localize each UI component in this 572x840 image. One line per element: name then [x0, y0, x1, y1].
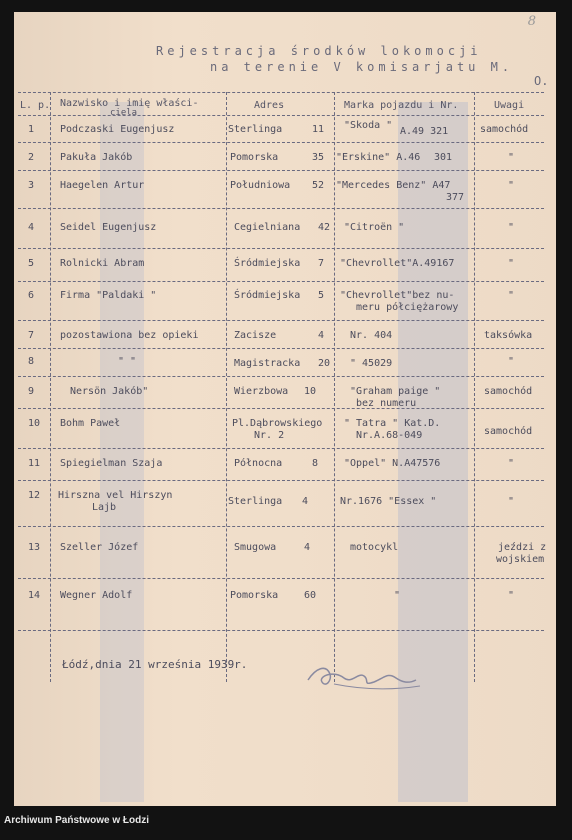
row-remarks: " — [508, 290, 515, 301]
row-make-number: A.49 321 — [400, 126, 449, 137]
page-number: 8 — [527, 14, 536, 29]
table-rule — [18, 526, 544, 527]
row-address-number: 4 — [302, 496, 309, 507]
document-title: Rejestracja środków lokomocji — [156, 44, 482, 58]
document-date: Łódź,dnia 21 września 1939r. — [62, 658, 248, 671]
header-remarks: Uwagi — [494, 100, 525, 111]
row-address-number: 52 — [312, 180, 325, 191]
header-name-cont: ciela — [110, 108, 138, 118]
row-address: Północna — [234, 458, 283, 469]
row-remarks: " — [508, 356, 515, 367]
table-column-rule — [334, 92, 335, 682]
row-address: Smugowa — [234, 542, 277, 553]
table-rule — [18, 248, 544, 249]
table-rule — [18, 408, 544, 409]
row-lp: 2 — [28, 152, 35, 163]
row-make-detail: meru półciężarowy — [356, 302, 459, 313]
row-name: Pakuła Jakób — [60, 152, 133, 163]
row-remarks: " — [508, 590, 515, 601]
row-make: Nr.1676 "Essex " — [340, 496, 437, 507]
row-address: Śródmiejska — [234, 290, 301, 301]
table-rule — [18, 578, 544, 579]
archive-label: Archiwum Państwowe w Łodzi — [4, 815, 150, 826]
row-lp: 12 — [28, 490, 41, 501]
row-make: motocykl — [350, 542, 399, 553]
table-rule — [18, 480, 544, 481]
row-address: Cegielniana — [234, 222, 301, 233]
row-make: "Chevrollet"bez nu- — [340, 290, 455, 301]
row-remarks: " — [508, 152, 515, 163]
table-rule — [18, 92, 544, 93]
header-make: Marka pojazdu i Nr. — [344, 100, 459, 111]
row-make-number: 377 — [446, 192, 465, 203]
row-address: Śródmiejska — [234, 258, 301, 269]
row-lp: 13 — [28, 542, 41, 553]
row-make: " Tatra " Kat.D. — [344, 418, 441, 429]
row-remarks: samochód — [484, 426, 533, 437]
row-address-number: 20 — [318, 358, 331, 369]
table-rule — [18, 281, 544, 282]
header-lp: L. p. — [20, 100, 51, 111]
row-make: "Citroën " — [344, 222, 405, 233]
row-address-number: 35 — [312, 152, 325, 163]
row-lp: 5 — [28, 258, 35, 269]
row-name: Szeller Józef — [60, 542, 139, 553]
row-address-number: 4 — [318, 330, 325, 341]
row-address: Pomorska — [230, 152, 279, 163]
row-address: Zacisze — [234, 330, 277, 341]
row-lp: 4 — [28, 222, 35, 233]
row-address-number: 8 — [312, 458, 319, 469]
row-address-number: 5 — [318, 290, 325, 301]
row-address-number: 7 — [318, 258, 325, 269]
document-subtitle: na terenie V komisarjatu M. — [210, 60, 514, 74]
row-make-detail: Nr.A.68-049 — [356, 430, 423, 441]
row-make: " 45029 — [350, 358, 393, 369]
row-name-cont: Lajb — [92, 502, 117, 513]
row-remarks: samochód — [484, 386, 533, 397]
row-name: Bohm Paweł — [60, 418, 121, 429]
row-name: Spiegielman Szaja — [60, 458, 163, 469]
ink-bleed-stripe — [100, 102, 144, 802]
row-make-number: 301 — [434, 152, 453, 163]
row-address: Pomorska — [230, 590, 279, 601]
row-lp: 10 — [28, 418, 41, 429]
row-remarks: " — [508, 496, 515, 507]
row-lp: 11 — [28, 458, 41, 469]
row-address-number: 42 — [318, 222, 331, 233]
row-lp: 7 — [28, 330, 35, 341]
row-name: Nersön Jakób" — [70, 386, 149, 397]
row-lp: 9 — [28, 386, 35, 397]
row-make: Nr. 404 — [350, 330, 393, 341]
row-make: "Mercedes Benz" A47 — [336, 180, 451, 191]
row-remarks-cont: wojskiem — [496, 554, 545, 565]
table-rule — [18, 115, 544, 116]
row-name: Firma "Paldaki " — [60, 290, 157, 301]
row-name: " " — [118, 356, 137, 367]
row-name: Seidel Eugenjusz — [60, 222, 157, 233]
row-address-number: 11 — [312, 124, 325, 135]
row-make: "Chevrollet"A.49167 — [340, 258, 455, 269]
signature-image — [304, 660, 424, 696]
table-column-rule — [226, 92, 227, 682]
row-make-detail: bez numeru — [356, 398, 417, 409]
table-column-rule — [50, 92, 51, 682]
table-rule — [18, 348, 544, 349]
table-rule — [18, 630, 544, 631]
row-address: Sterlinga — [228, 124, 283, 135]
row-address: Wierzbowa — [234, 386, 289, 397]
row-remarks: " — [508, 180, 515, 191]
row-name: Podczaski Eugenjusz — [60, 124, 175, 135]
row-make: "Erskine" A.46 — [336, 152, 421, 163]
row-address: Magistracka — [234, 358, 301, 369]
row-name: Wegner Adolf — [60, 590, 133, 601]
row-name: pozostawiona bez opieki — [60, 330, 199, 341]
table-rule — [18, 320, 544, 321]
row-remarks: " — [508, 458, 515, 469]
row-make: " — [394, 590, 401, 601]
row-remarks: jeździ z — [498, 542, 547, 553]
table-rule — [18, 142, 544, 143]
ink-bleed-stripe — [398, 102, 468, 802]
row-address: Pl.Dąbrowskiego — [232, 418, 323, 429]
row-address-number: 10 — [304, 386, 317, 397]
row-address-number: 4 — [304, 542, 311, 553]
row-address-number: 60 — [304, 590, 317, 601]
row-address: Sterlinga — [228, 496, 283, 507]
row-address: Południowa — [230, 180, 291, 191]
row-lp: 14 — [28, 590, 41, 601]
row-name: Hirszna vel Hirszyn — [58, 490, 173, 501]
row-lp: 1 — [28, 124, 35, 135]
row-make: "Oppel" N.A47576 — [344, 458, 441, 469]
row-lp: 6 — [28, 290, 35, 301]
document-page — [14, 12, 556, 806]
row-lp: 8 — [28, 356, 35, 367]
table-rule — [18, 448, 544, 449]
row-name: Haegelen Artur — [60, 180, 145, 191]
row-remarks: " — [508, 222, 515, 233]
row-address-number: Nr. 2 — [254, 430, 285, 441]
row-remarks: taksówka — [484, 330, 533, 341]
table-column-rule — [474, 92, 475, 682]
header-address: Adres — [254, 100, 285, 111]
table-rule — [18, 170, 544, 171]
row-remarks: samochód — [480, 124, 529, 135]
row-name: Rolnicki Abram — [60, 258, 145, 269]
row-make: "Skoda " — [344, 120, 393, 131]
header-name: Nazwisko i imię właści- — [60, 98, 199, 109]
table-rule — [18, 208, 544, 209]
row-remarks: " — [508, 258, 515, 269]
row-make: "Graham paige " — [350, 386, 441, 397]
row-lp: 3 — [28, 180, 35, 191]
document-subtitle-cont: O. — [534, 74, 549, 88]
table-rule — [18, 376, 544, 377]
